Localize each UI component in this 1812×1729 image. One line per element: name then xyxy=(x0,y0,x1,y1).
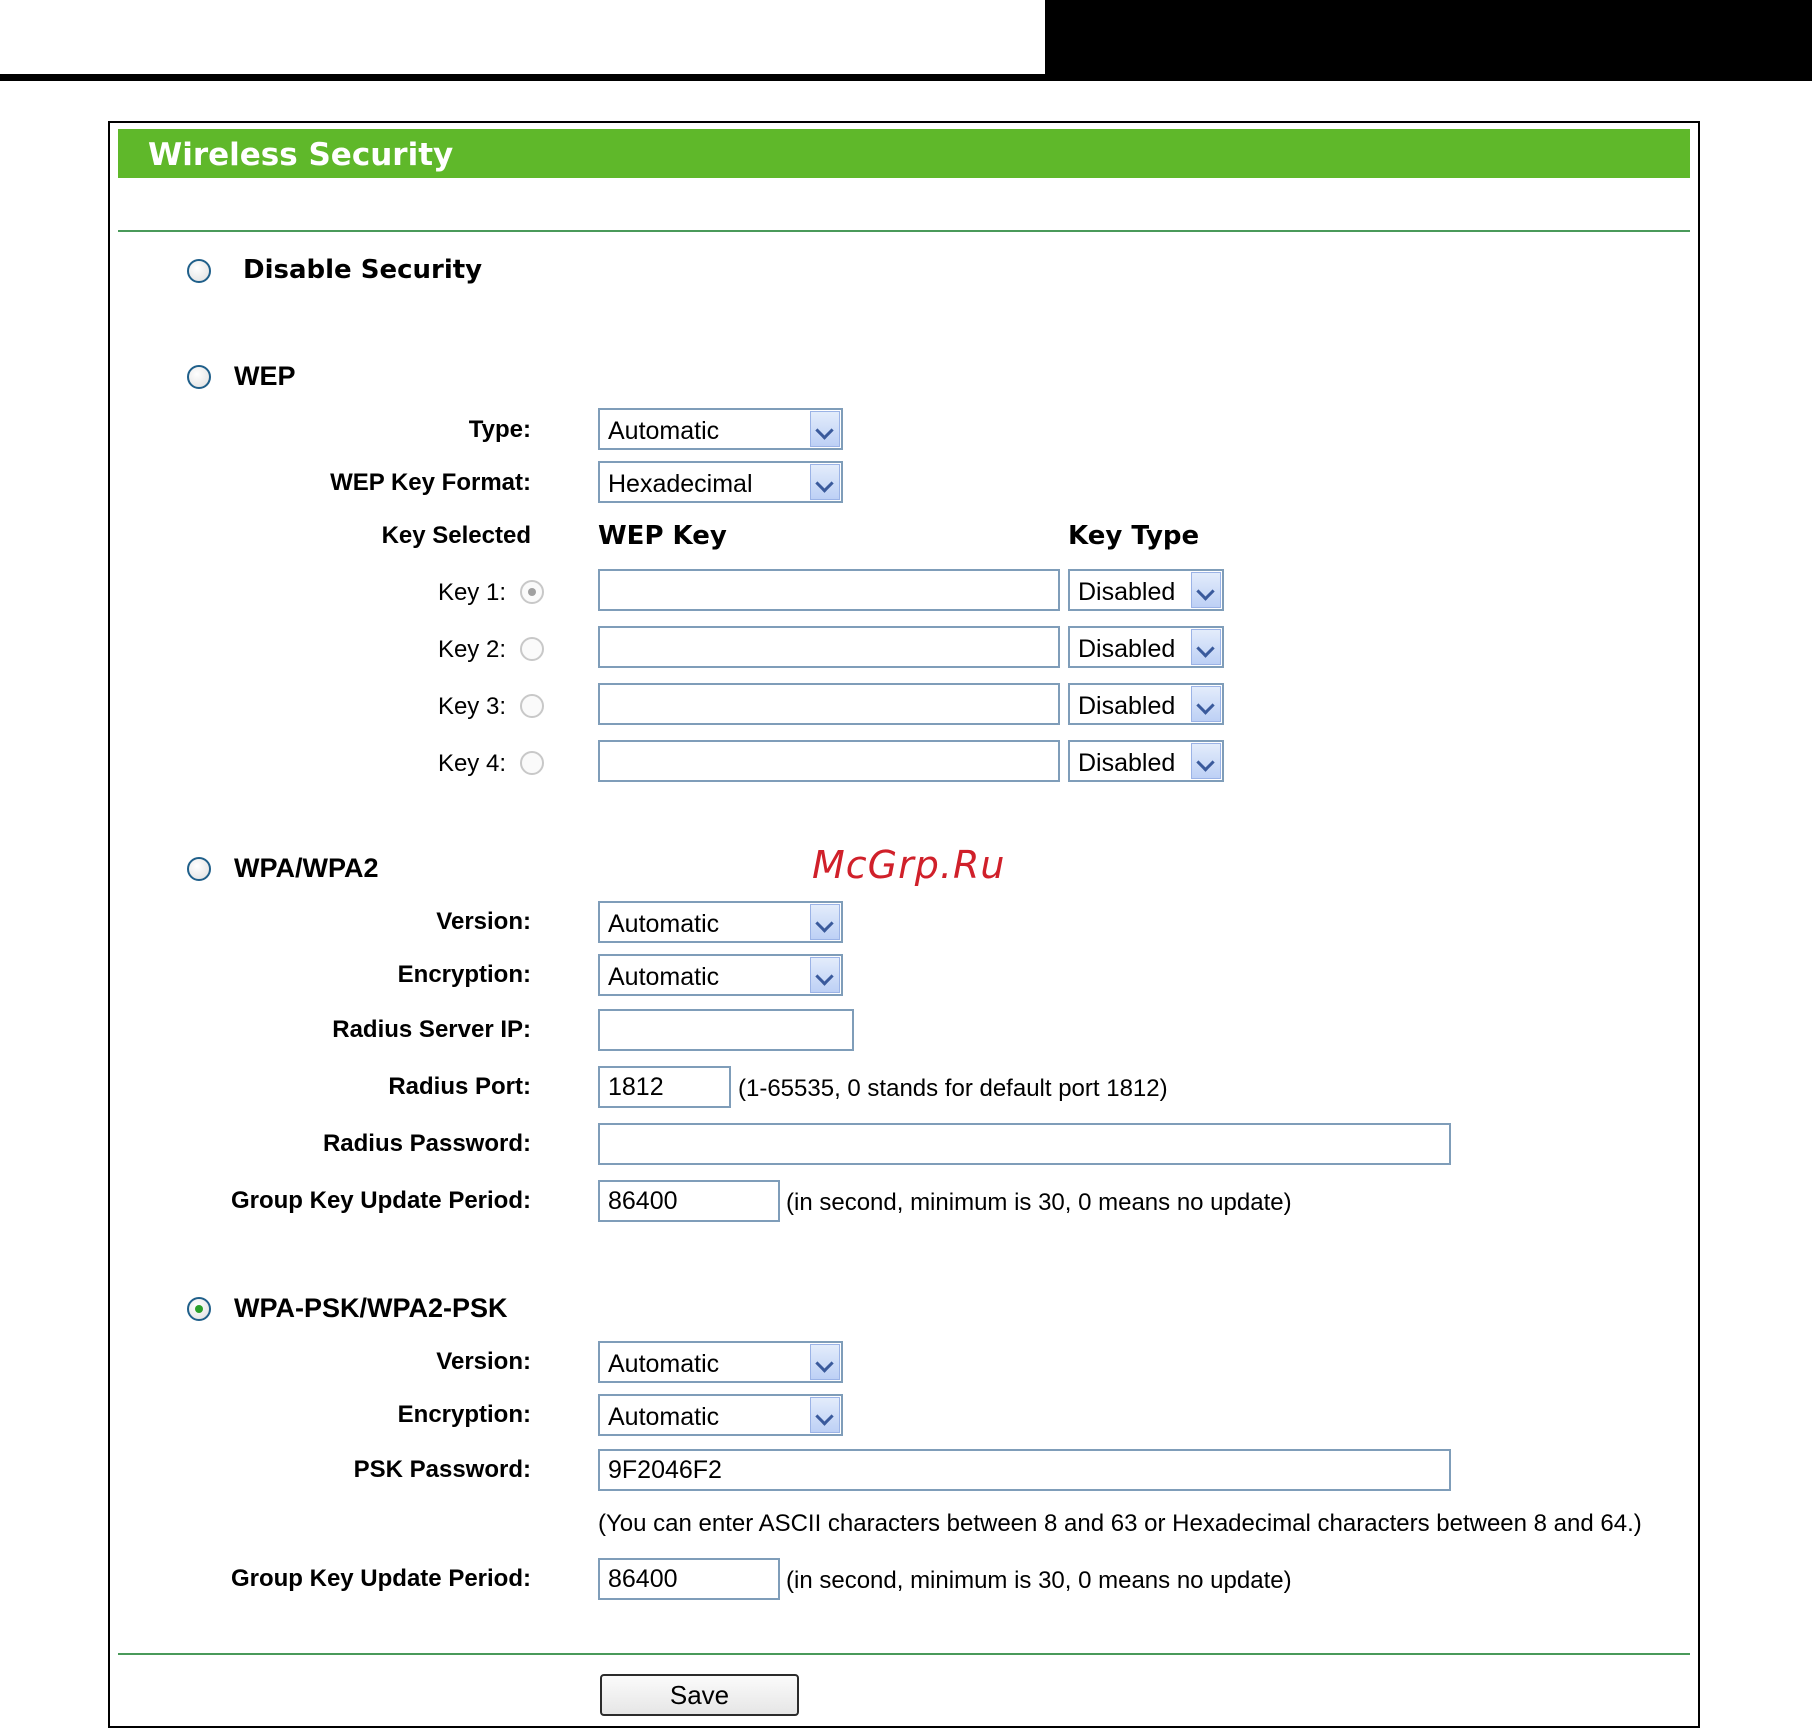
header-black-block xyxy=(1045,0,1812,74)
key-2-input[interactable] xyxy=(598,626,1060,668)
psk-password-note: (You can enter ASCII characters between 8 and 63 or Hexadecimal characters between 8 and 64.) xyxy=(598,1510,1642,1537)
bottom-divider xyxy=(118,1653,1690,1655)
key-2-type-select[interactable]: Disabled xyxy=(1068,626,1224,668)
chevron-down-icon xyxy=(1191,743,1221,779)
psk-encryption-select[interactable]: Automatic xyxy=(598,1394,843,1436)
wep-label: WEP xyxy=(234,361,296,391)
wpa-group-key-label: Group Key Update Period: xyxy=(230,1187,531,1214)
chevron-down-icon xyxy=(1191,572,1221,608)
chevron-down-icon xyxy=(1191,686,1221,722)
chevron-down-icon xyxy=(810,411,840,447)
wpa-version-label: Version: xyxy=(436,908,531,935)
key-2-label: Key 2: xyxy=(437,636,506,663)
wpa-psk-radio[interactable] xyxy=(187,1297,211,1321)
psk-version-select[interactable]: Automatic xyxy=(598,1341,843,1383)
wep-key-format-label: WEP Key Format: xyxy=(330,469,531,496)
chevron-down-icon xyxy=(810,464,840,500)
chevron-down-icon xyxy=(1191,629,1221,665)
disable-security-radio[interactable] xyxy=(187,259,211,283)
wpa-group-key-input[interactable] xyxy=(598,1180,780,1222)
key-4-radio[interactable] xyxy=(520,751,544,775)
key-4-input[interactable] xyxy=(598,740,1060,782)
key-3-type-select[interactable]: Disabled xyxy=(1068,683,1224,725)
psk-password-input[interactable] xyxy=(598,1449,1451,1491)
key-1-input[interactable] xyxy=(598,569,1060,611)
wep-key-header: WEP Key xyxy=(598,521,727,551)
chevron-down-icon xyxy=(810,1344,840,1380)
top-divider xyxy=(118,230,1690,232)
key-4-type-select[interactable]: Disabled xyxy=(1068,740,1224,782)
psk-password-label: PSK Password: xyxy=(353,1456,531,1483)
psk-group-key-note: (in second, minimum is 30, 0 means no update) xyxy=(786,1567,1292,1594)
wpa-encryption-label: Encryption: xyxy=(397,961,531,988)
chevron-down-icon xyxy=(810,904,840,940)
psk-group-key-label: Group Key Update Period: xyxy=(230,1565,531,1592)
wep-type-label: Type: xyxy=(468,416,531,443)
key-selected-header: Key Selected xyxy=(381,522,531,549)
psk-version-label: Version: xyxy=(436,1348,531,1375)
key-4-label: Key 4: xyxy=(437,750,506,777)
radius-port-input[interactable] xyxy=(598,1066,731,1108)
header-rule xyxy=(0,74,1812,81)
key-1-label: Key 1: xyxy=(437,579,506,606)
wep-type-select[interactable]: Automatic xyxy=(598,408,843,450)
save-button[interactable]: Save xyxy=(600,1674,799,1716)
radius-port-label: Radius Port: xyxy=(388,1073,531,1100)
disable-security-label: Disable Security xyxy=(243,255,483,285)
wpa-encryption-select[interactable]: Automatic xyxy=(598,954,843,996)
chevron-down-icon xyxy=(810,957,840,993)
key-3-radio[interactable] xyxy=(520,694,544,718)
psk-group-key-input[interactable] xyxy=(598,1558,780,1600)
radius-server-ip-label: Radius Server IP: xyxy=(332,1016,531,1043)
key-1-radio[interactable] xyxy=(520,580,544,604)
wpa-radio[interactable] xyxy=(187,857,211,881)
key-3-label: Key 3: xyxy=(437,693,506,720)
radius-port-note: (1-65535, 0 stands for default port 1812) xyxy=(738,1075,1168,1102)
radius-password-input[interactable] xyxy=(598,1123,1451,1165)
wep-key-format-select[interactable]: Hexadecimal xyxy=(598,461,843,503)
wpa-psk-label: WPA-PSK/WPA2-PSK xyxy=(234,1293,508,1323)
title-bar xyxy=(118,129,1690,178)
wep-radio[interactable] xyxy=(187,365,211,389)
key-3-input[interactable] xyxy=(598,683,1060,725)
radius-password-label: Radius Password: xyxy=(322,1130,531,1157)
chevron-down-icon xyxy=(810,1397,840,1433)
radius-server-ip-input[interactable] xyxy=(598,1009,854,1051)
page-title: Wireless Security xyxy=(148,137,454,173)
wpa-version-select[interactable]: Automatic xyxy=(598,901,843,943)
wpa-group-key-note: (in second, minimum is 30, 0 means no update) xyxy=(786,1189,1292,1216)
key-2-radio[interactable] xyxy=(520,637,544,661)
key-1-type-select[interactable]: Disabled xyxy=(1068,569,1224,611)
psk-encryption-label: Encryption: xyxy=(397,1401,531,1428)
watermark: McGrp.Ru xyxy=(812,843,1006,887)
key-type-header: Key Type xyxy=(1068,521,1200,551)
wpa-label: WPA/WPA2 xyxy=(234,853,379,883)
